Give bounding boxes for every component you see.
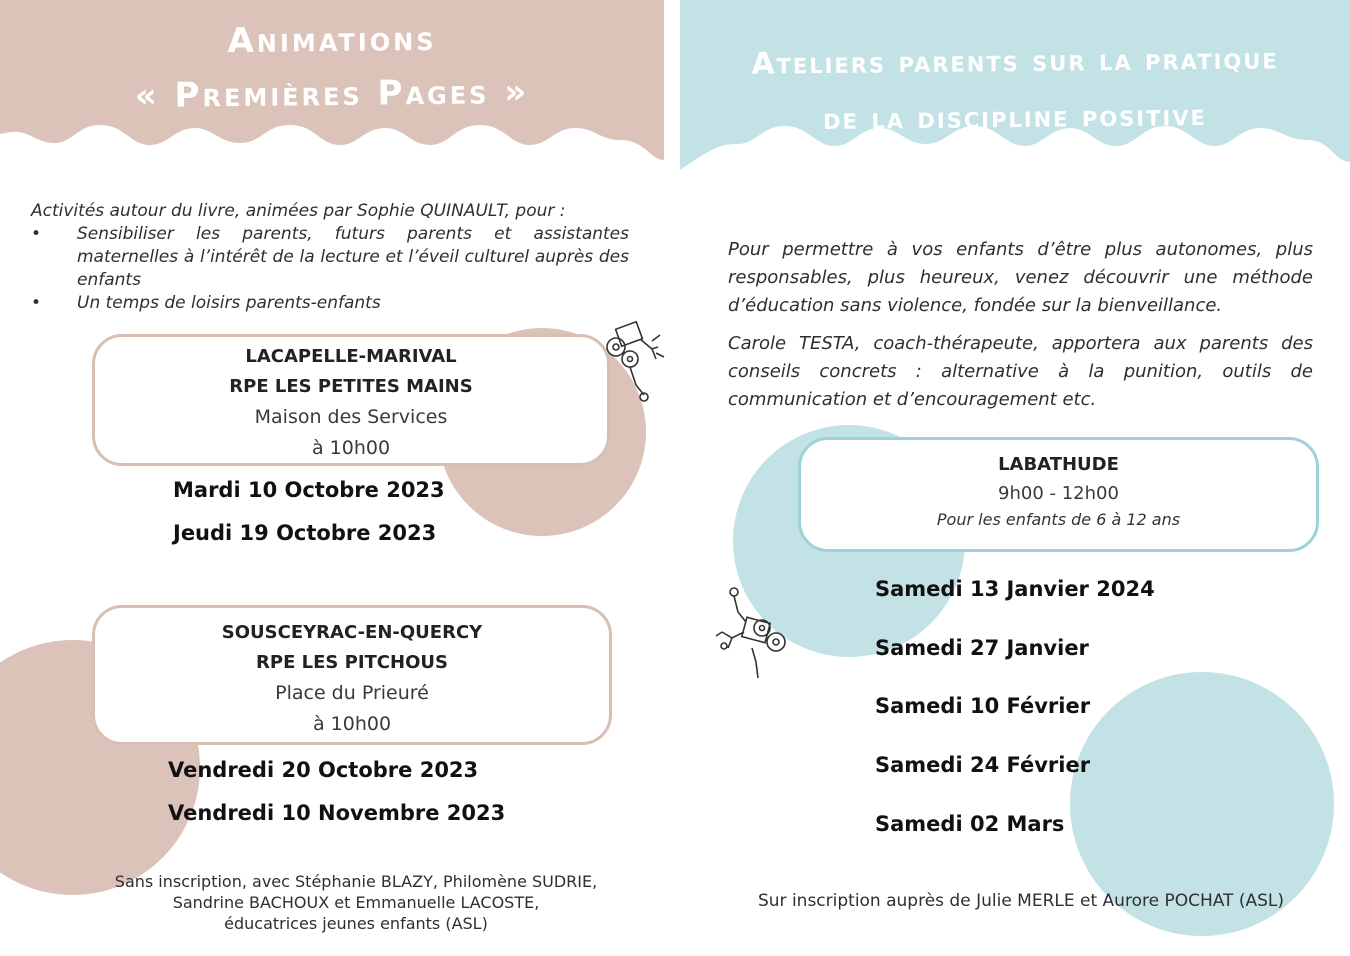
session-town: LABATHUDE xyxy=(998,454,1119,475)
session-rpe: RPE LES PETITES MAINS xyxy=(229,376,473,397)
left-footer-line: éducatrices jeunes enfants (ASL) xyxy=(224,914,488,933)
left-header xyxy=(0,0,664,175)
left-title-line1: Animations xyxy=(227,18,437,62)
session-town: SOUSCEYRAC-EN-QUERCY xyxy=(221,622,483,643)
right-paragraph-1: Pour permettre à vos enfants d’être plus autonomes, plus responsables, plus heureux, venez découvrir une méthode d’éducation sans violence, fondée sur la bienveillance. xyxy=(728,239,1313,316)
session-place: Maison des Services xyxy=(254,406,448,428)
session-town: LACAPELLE-MARIVAL xyxy=(245,346,457,367)
robot-doodle-icon xyxy=(600,315,675,405)
right-paragraph-2: Carole TESTA, coach-thérapeute, apportera aux parents des conseils concrets : alternative à la punition, outils de communication et d’encouragement etc. xyxy=(728,333,1313,410)
session-date: Samedi 10 Février xyxy=(875,694,1091,718)
left-bullet-list xyxy=(31,223,629,315)
left-intro-text: Activités autour du livre, animées par Sophie QUINAULT, pour : xyxy=(31,201,566,221)
left-title-line2: « Premières Pages » xyxy=(134,71,530,117)
right-header-cloud-shape xyxy=(680,0,1350,175)
robot-doodle-icon xyxy=(708,582,798,687)
session-card-sousceyrac xyxy=(92,605,612,745)
session-time: à 10h00 xyxy=(311,437,391,459)
session-date: Samedi 27 Janvier xyxy=(875,636,1089,660)
left-bullet-item: • Sensibiliser les parents, futurs parents et assistantes maternelles à l’intérêt de la lecture et l’éveil culturel auprès des enfants xyxy=(31,223,629,292)
right-title-line2: de la discipline positive xyxy=(822,97,1208,138)
session-rpe: RPE LES PITCHOUS xyxy=(256,652,448,673)
session-ages: Pour les enfants de 6 à 12 ans xyxy=(936,510,1181,529)
session-date: Jeudi 19 Octobre 2023 xyxy=(173,521,437,545)
session-date: Samedi 13 Janvier 2024 xyxy=(875,577,1155,601)
session-date: Vendredi 20 Octobre 2023 xyxy=(168,758,479,782)
session-place: Place du Prieuré xyxy=(275,682,429,704)
session-date: Samedi 24 Février xyxy=(875,753,1091,777)
session-card-labathude xyxy=(798,437,1319,552)
session-date: Vendredi 10 Novembre 2023 xyxy=(168,801,506,825)
right-footer: Sur inscription auprès de Julie MERLE et Aurore POCHAT (ASL) xyxy=(757,891,1284,911)
right-header xyxy=(680,0,1350,175)
left-footer-line: Sandrine BACHOUX et Emmanuelle LACOSTE, xyxy=(172,893,540,912)
left-footer xyxy=(80,871,632,934)
session-time: à 10h00 xyxy=(312,713,392,735)
left-bullet-item: • Un temps de loisirs parents-enfants xyxy=(31,292,629,315)
left-intro xyxy=(31,200,629,315)
session-date: Samedi 02 Mars xyxy=(875,812,1065,836)
right-title-line1: Ateliers parents sur la pratique xyxy=(751,41,1279,82)
session-date: Mardi 10 Octobre 2023 xyxy=(173,478,445,502)
session-card-lacapelle xyxy=(92,334,610,466)
left-footer-line: Sans inscription, avec Stéphanie BLAZY, Philomène SUDRIE, xyxy=(114,872,598,891)
session-time: 9h00 - 12h00 xyxy=(998,483,1119,504)
